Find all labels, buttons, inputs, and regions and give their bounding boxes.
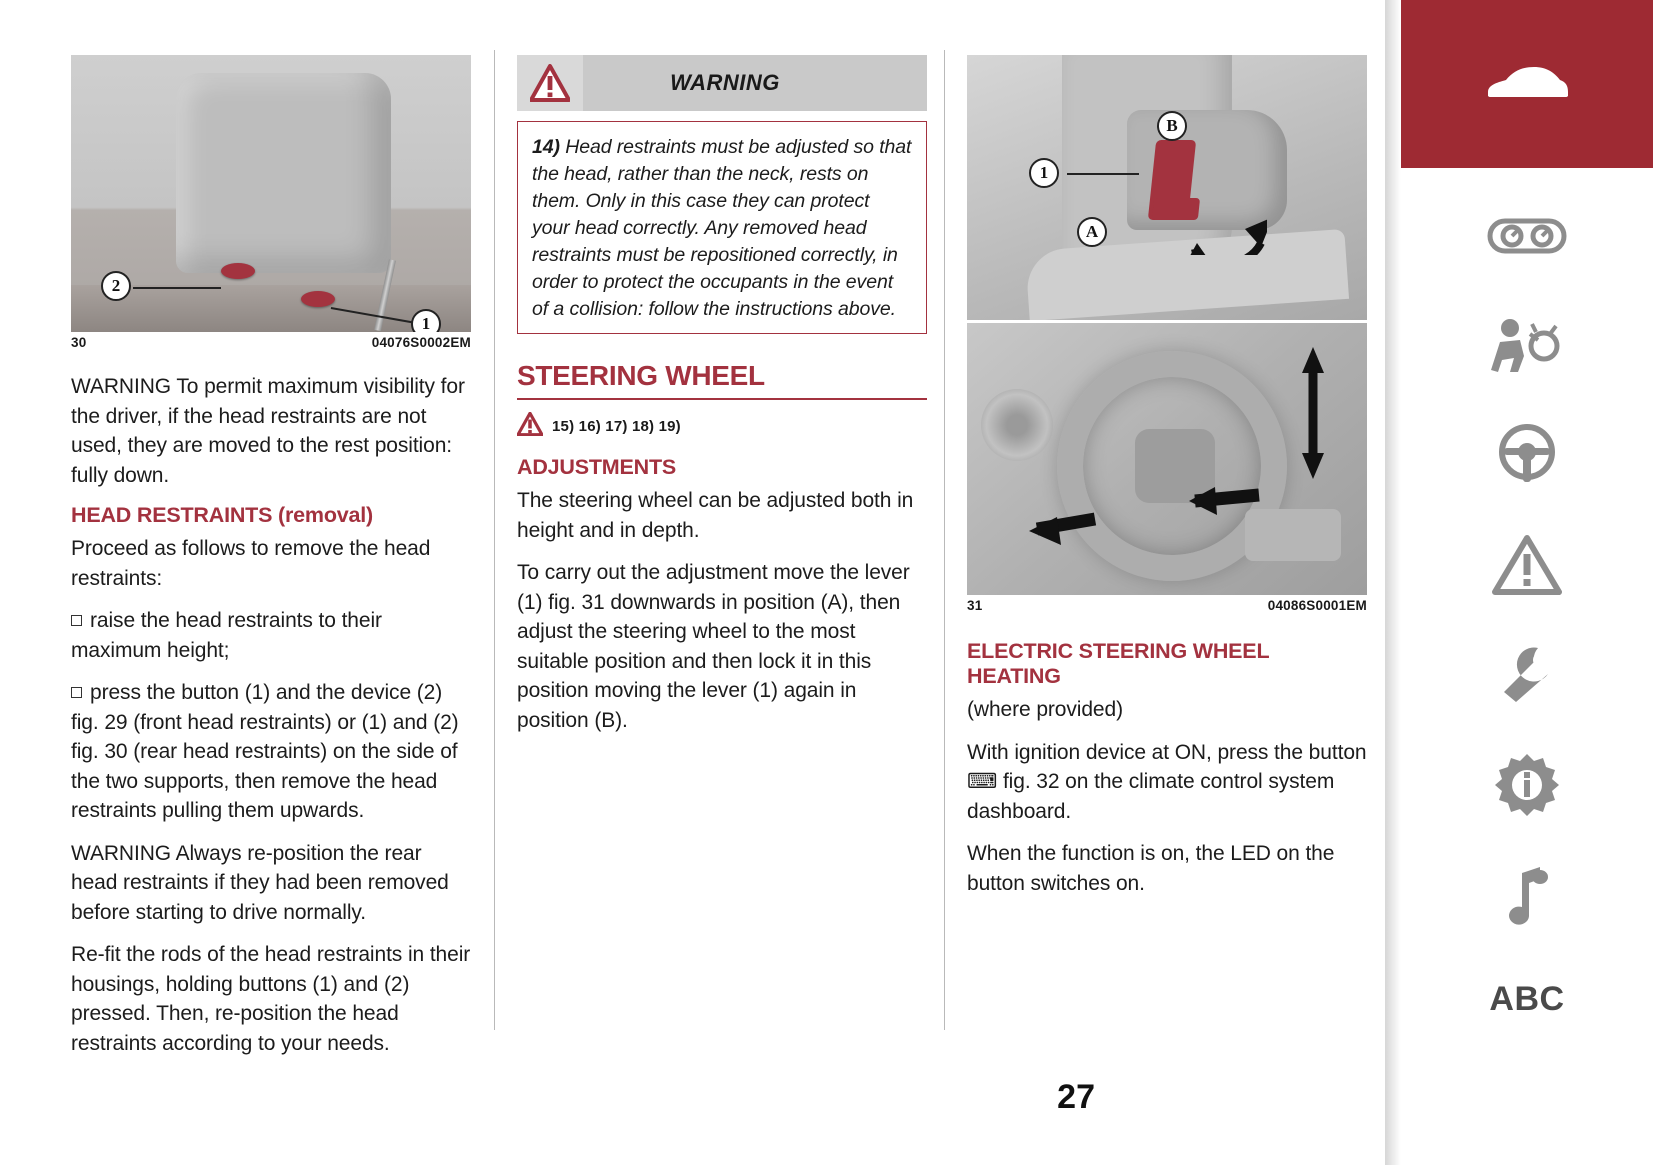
figure-caption-30 [71, 332, 471, 350]
warning-text [532, 134, 912, 323]
warning-box [517, 121, 927, 334]
page-number: 27 [1057, 1078, 1095, 1116]
figure-callout-1: 1 [411, 309, 441, 332]
column-left [71, 55, 471, 1071]
subheading-adjustments: ADJUSTMENTS [517, 455, 677, 479]
heading-electric-steering-heating: ELECTRIC STEERING WHEEL HEATING [967, 639, 1269, 688]
bullet-item-2 [71, 678, 471, 826]
figure-code: 04076S0002EM [371, 335, 471, 350]
sidebar-shadow [1385, 0, 1401, 1165]
leader-line-1 [1067, 173, 1139, 175]
paragraph-visibility-warning: WARNING To permit maximum visibility for the driver, if the head restraints are not used, they are moved to the rest position: fully down. [71, 375, 465, 487]
figure-number: 30 [71, 335, 87, 350]
dashboard-icon [1487, 212, 1567, 263]
sidebar-item-steering-wheel[interactable] [1401, 398, 1653, 516]
heading-head-restraints-removal: HEAD RESTRAINTS (removal) [71, 503, 374, 527]
sidebar-item-index[interactable] [1401, 940, 1653, 1058]
steering-wheel-icon [1494, 424, 1560, 491]
sidebar-item-dashboard[interactable] [1401, 178, 1653, 296]
paragraph-proceed: Proceed as follows to remove the head restraints: [71, 537, 431, 590]
figure-number: 31 [967, 598, 983, 613]
figure-callout-2: 2 [101, 271, 131, 301]
reference-line [517, 412, 927, 441]
section-rule [517, 398, 927, 400]
reference-numbers: 15) 16) 17) 18) 19) [552, 418, 681, 435]
bullet-square-icon [71, 687, 82, 698]
figure-steering-lever [967, 55, 1367, 320]
figure-steering-wheel-adjust [967, 323, 1367, 595]
warning-triangle-icon [517, 55, 583, 111]
paragraph-heating-led: When the function is on, the LED on the button switches on. [967, 842, 1335, 895]
car-icon [1484, 60, 1570, 109]
figure-caption-31 [967, 595, 1367, 613]
sidebar-item-car[interactable] [1401, 0, 1653, 168]
airbag-icon [1490, 316, 1564, 379]
column-right [967, 55, 1367, 911]
sidebar-item-info[interactable] [1401, 728, 1653, 846]
bullet-item-1 [71, 606, 471, 665]
leader-line-2 [133, 287, 221, 289]
figure-callout-b: B [1157, 111, 1187, 141]
warning-header [517, 55, 927, 111]
bullet-square-icon [71, 615, 82, 626]
warning-triangle-icon [1492, 534, 1562, 601]
warning-item-number: 14) [532, 136, 560, 158]
column-middle [517, 55, 927, 748]
info-gear-icon [1494, 752, 1560, 823]
column-divider-1 [494, 50, 495, 1030]
adjust-direction-arrows [967, 323, 1367, 595]
wrench-icon [1496, 644, 1558, 711]
figure-head-restraint-removal [71, 55, 471, 332]
paragraph-heating-usage: With ignition device at ON, press the button ⌨ fig. 32 on the climate control system dashboard. [967, 740, 1367, 823]
section-title-steering-wheel: STEERING WHEEL [517, 360, 765, 391]
warning-triangle-small-icon [517, 412, 543, 441]
paragraph-adjust-procedure: To carry out the adjustment move the lever (1) fig. 31 downwards in position (A), then adjust the steering wheel to the most suitable position and then lock it in this position moving the lever (1) again in position (B). [517, 561, 910, 732]
figure-code: 04086S0001EM [1267, 598, 1367, 613]
figure-callout-a: A [1077, 217, 1107, 247]
warning-title: WARNING [670, 70, 780, 95]
bullet-item-2-text: press the button (1) and the device (2) fig. 29 (front head restraints) or (1) and (2) fig. 30 (rear head restraints) on the side of the two supports, then remove the head restraints pulling them upwards. [71, 681, 459, 822]
bullet-item-1-text: raise the head restraints to their maximum height; [71, 609, 382, 662]
lever-motion-arrow [1177, 185, 1267, 255]
warning-body: Head restraints must be adjusted so that the head, rather than the neck, rests on them. Only in this case they can protect your head correctly. Any removed head restraints must be repositioned correctly, in order to protect the occupants in the event of a collision: follow the instructions above. [532, 136, 912, 320]
figure-callout-1: 1 [1029, 158, 1059, 188]
chapter-sidebar [1385, 0, 1653, 1165]
sidebar-item-airbag[interactable] [1401, 288, 1653, 406]
paragraph-adjust-intro: The steering wheel can be adjusted both in height and in depth. [517, 489, 914, 542]
head-restraint-illustration [176, 73, 391, 273]
abc-index-label: ABC [1489, 979, 1565, 1018]
column-divider-2 [944, 50, 945, 1030]
paragraph-refit-rods: Re-fit the rods of the head restraints in their housings, holding buttons (1) and (2) pressed. Then, re-position the head restraints according to your needs. [71, 943, 471, 1055]
paragraph-reposition-warning: WARNING Always re-position the rear head restraints if they had been removed before starting to drive normally. [71, 841, 449, 924]
paragraph-where-provided: (where provided) [967, 698, 1123, 721]
sidebar-item-warning[interactable] [1401, 508, 1653, 626]
release-button-2 [221, 263, 255, 279]
sidebar-item-maintenance[interactable] [1401, 618, 1653, 736]
music-note-icon [1504, 865, 1550, 930]
release-button-1 [301, 291, 335, 307]
sidebar-item-multimedia[interactable] [1401, 838, 1653, 956]
